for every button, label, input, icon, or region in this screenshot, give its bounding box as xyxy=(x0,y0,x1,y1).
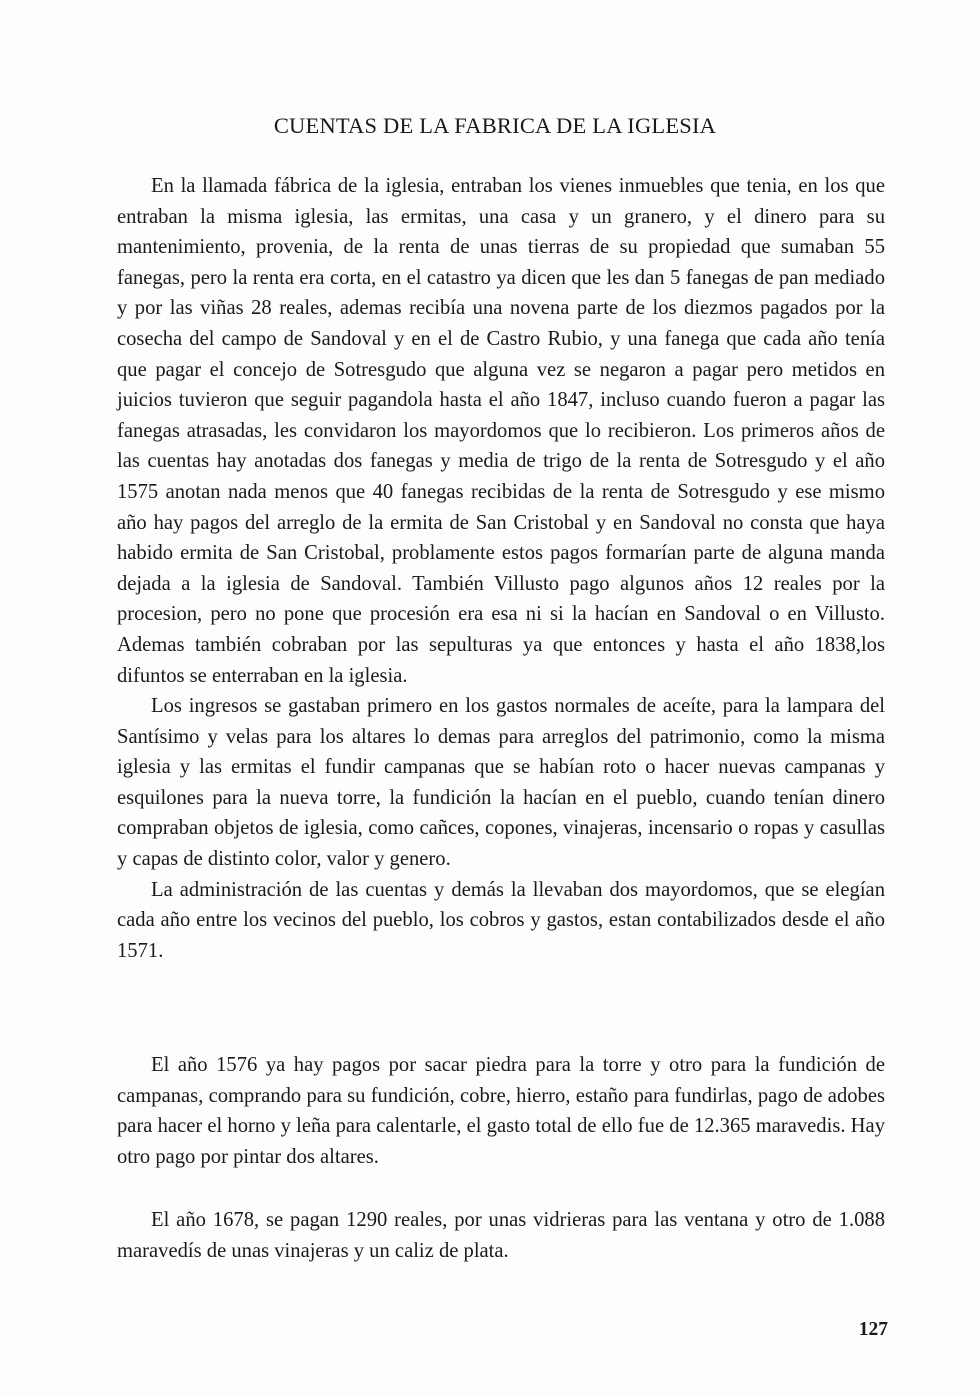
page-number: 127 xyxy=(858,1319,888,1340)
paragraph: En la llamada fábrica de la iglesia, entraban los vienes inmuebles que tenia, en los que entraban la misma iglesia, las ermitas, una casa y un granero, y el dinero para su mantenimiento, provenia, de la renta de unas tierras de su propiedad que sumaban 55 fanegas, pero la renta era corta, en el catastro ya dicen que les dan 5 fanegas de pan mediado y por las viñas 28 reales, ademas recibía una novena parte de los diezmos pagados por la cosecha del campo de Sandoval y en el de Castro Rubio, y una fanega que cada año tenía que pagar el concejo de Sotresgudo que alguna vez se negaron a pagar pero metidos en juicios tuvieron que seguir pagandola hasta el año 1847, incluso cuando fueron a pagar las fanegas atrasadas, les convidaron los mayordomos que lo recibieron. Los primeros años de las cuentas hay anotadas dos fanegas y media de trigo de la renta de Sotresgudo y el año 1575 anotan nada menos que 40 fanegas recibidas de la renta de Sotresgudo y ese mismo año hay pagos del arreglo de la ermita de San Cristobal y en Sandoval no consta que haya habido ermita de San Cristobal, problamente estos pagos formarían parte de alguna manda dejada a la iglesia de Sandoval. También Villusto pago algunos años 12 reales por la procesion, pero no pone que procesión era esa ni si la hacían en Sandoval o en Villusto. Ademas también cobraban por las sepulturas ya que entonces y hasta el año 1838,los difuntos se enterraban en la iglesia. xyxy=(117,175,885,687)
paragraph: La administración de las cuentas y demás la llevaban dos mayordomos, que se elegían cada año entre los vecinos del pueblo, los cobros y gastos, estan contabilizados desde el año 1571. xyxy=(117,878,885,962)
section-title: CUENTAS DE LA FABRICA DE LA IGLESIA xyxy=(273,113,717,138)
main-text-block xyxy=(117,171,885,966)
text-block-1678 xyxy=(117,1205,885,1266)
paragraph: El año 1576 ya hay pagos por sacar piedra para la torre y otro para la fundición de campanas, comprando para su fundición, cobre, hierro, estaño para fundirlas, pago de adobes para hacer el horno y leña para calentarle, el gasto total de ello fue de 12.365 maravedis. Hay otro pago por pintar dos altares. xyxy=(117,1054,885,1168)
text-block-1576 xyxy=(117,1050,885,1172)
paragraph: El año 1678, se pagan 1290 reales, por unas vidrieras para las ventana y otro de 1.088 maravedís de unas vinajeras y un caliz de plata. xyxy=(117,1209,885,1262)
paragraph: Los ingresos se gastaban primero en los gastos normales de aceíte, para la lampara del Santísimo y velas para los altares lo demas para arreglos del patrimonio, como la misma iglesia y las ermitas el fundir campanas que se habían roto o hacer nuevas campanas y esquilones para la nueva torre, la fundición la hacían en el pueblo, cuando tenían dinero compraban objetos de iglesia, como cañces, copones, vinajeras, incensario o ropas y casullas y capas de distinto color, valor y genero. xyxy=(117,695,885,871)
